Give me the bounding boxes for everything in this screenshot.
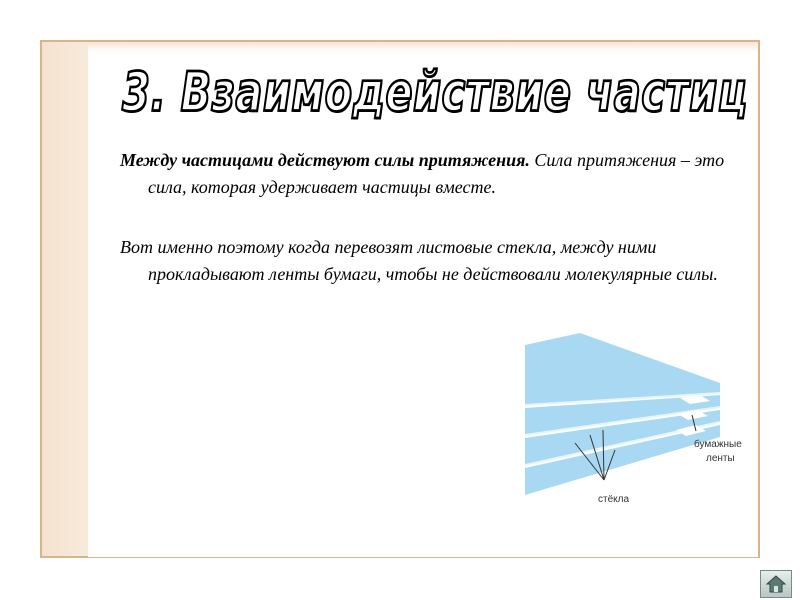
paragraph-attraction-bold: Между частицами действуют силы притяжения. (120, 150, 530, 170)
glass-sheets-illustration (520, 325, 760, 525)
paragraph-attraction-rest: Сила притяжения – это сила, которая удерживает частицы вместе. (148, 150, 725, 197)
slide-top-shadow (88, 42, 758, 52)
label-paper-strips-line1: бумажные (694, 439, 742, 450)
label-glass: стёкла (598, 494, 630, 505)
paragraph-glass-text: Вот именно поэтому когда перевозят листовые стекла, между ними прокладывают ленты бумаги, чтобы не действовали молекулярные силы. (120, 237, 718, 284)
paragraph-attraction (120, 147, 745, 201)
paragraph-glass-transport (120, 234, 745, 288)
home-icon (765, 574, 787, 594)
label-paper-strips-line2: ленты (706, 453, 735, 464)
slide-title: 3. Взаимодействие частиц (122, 62, 748, 125)
home-button[interactable] (760, 570, 792, 598)
